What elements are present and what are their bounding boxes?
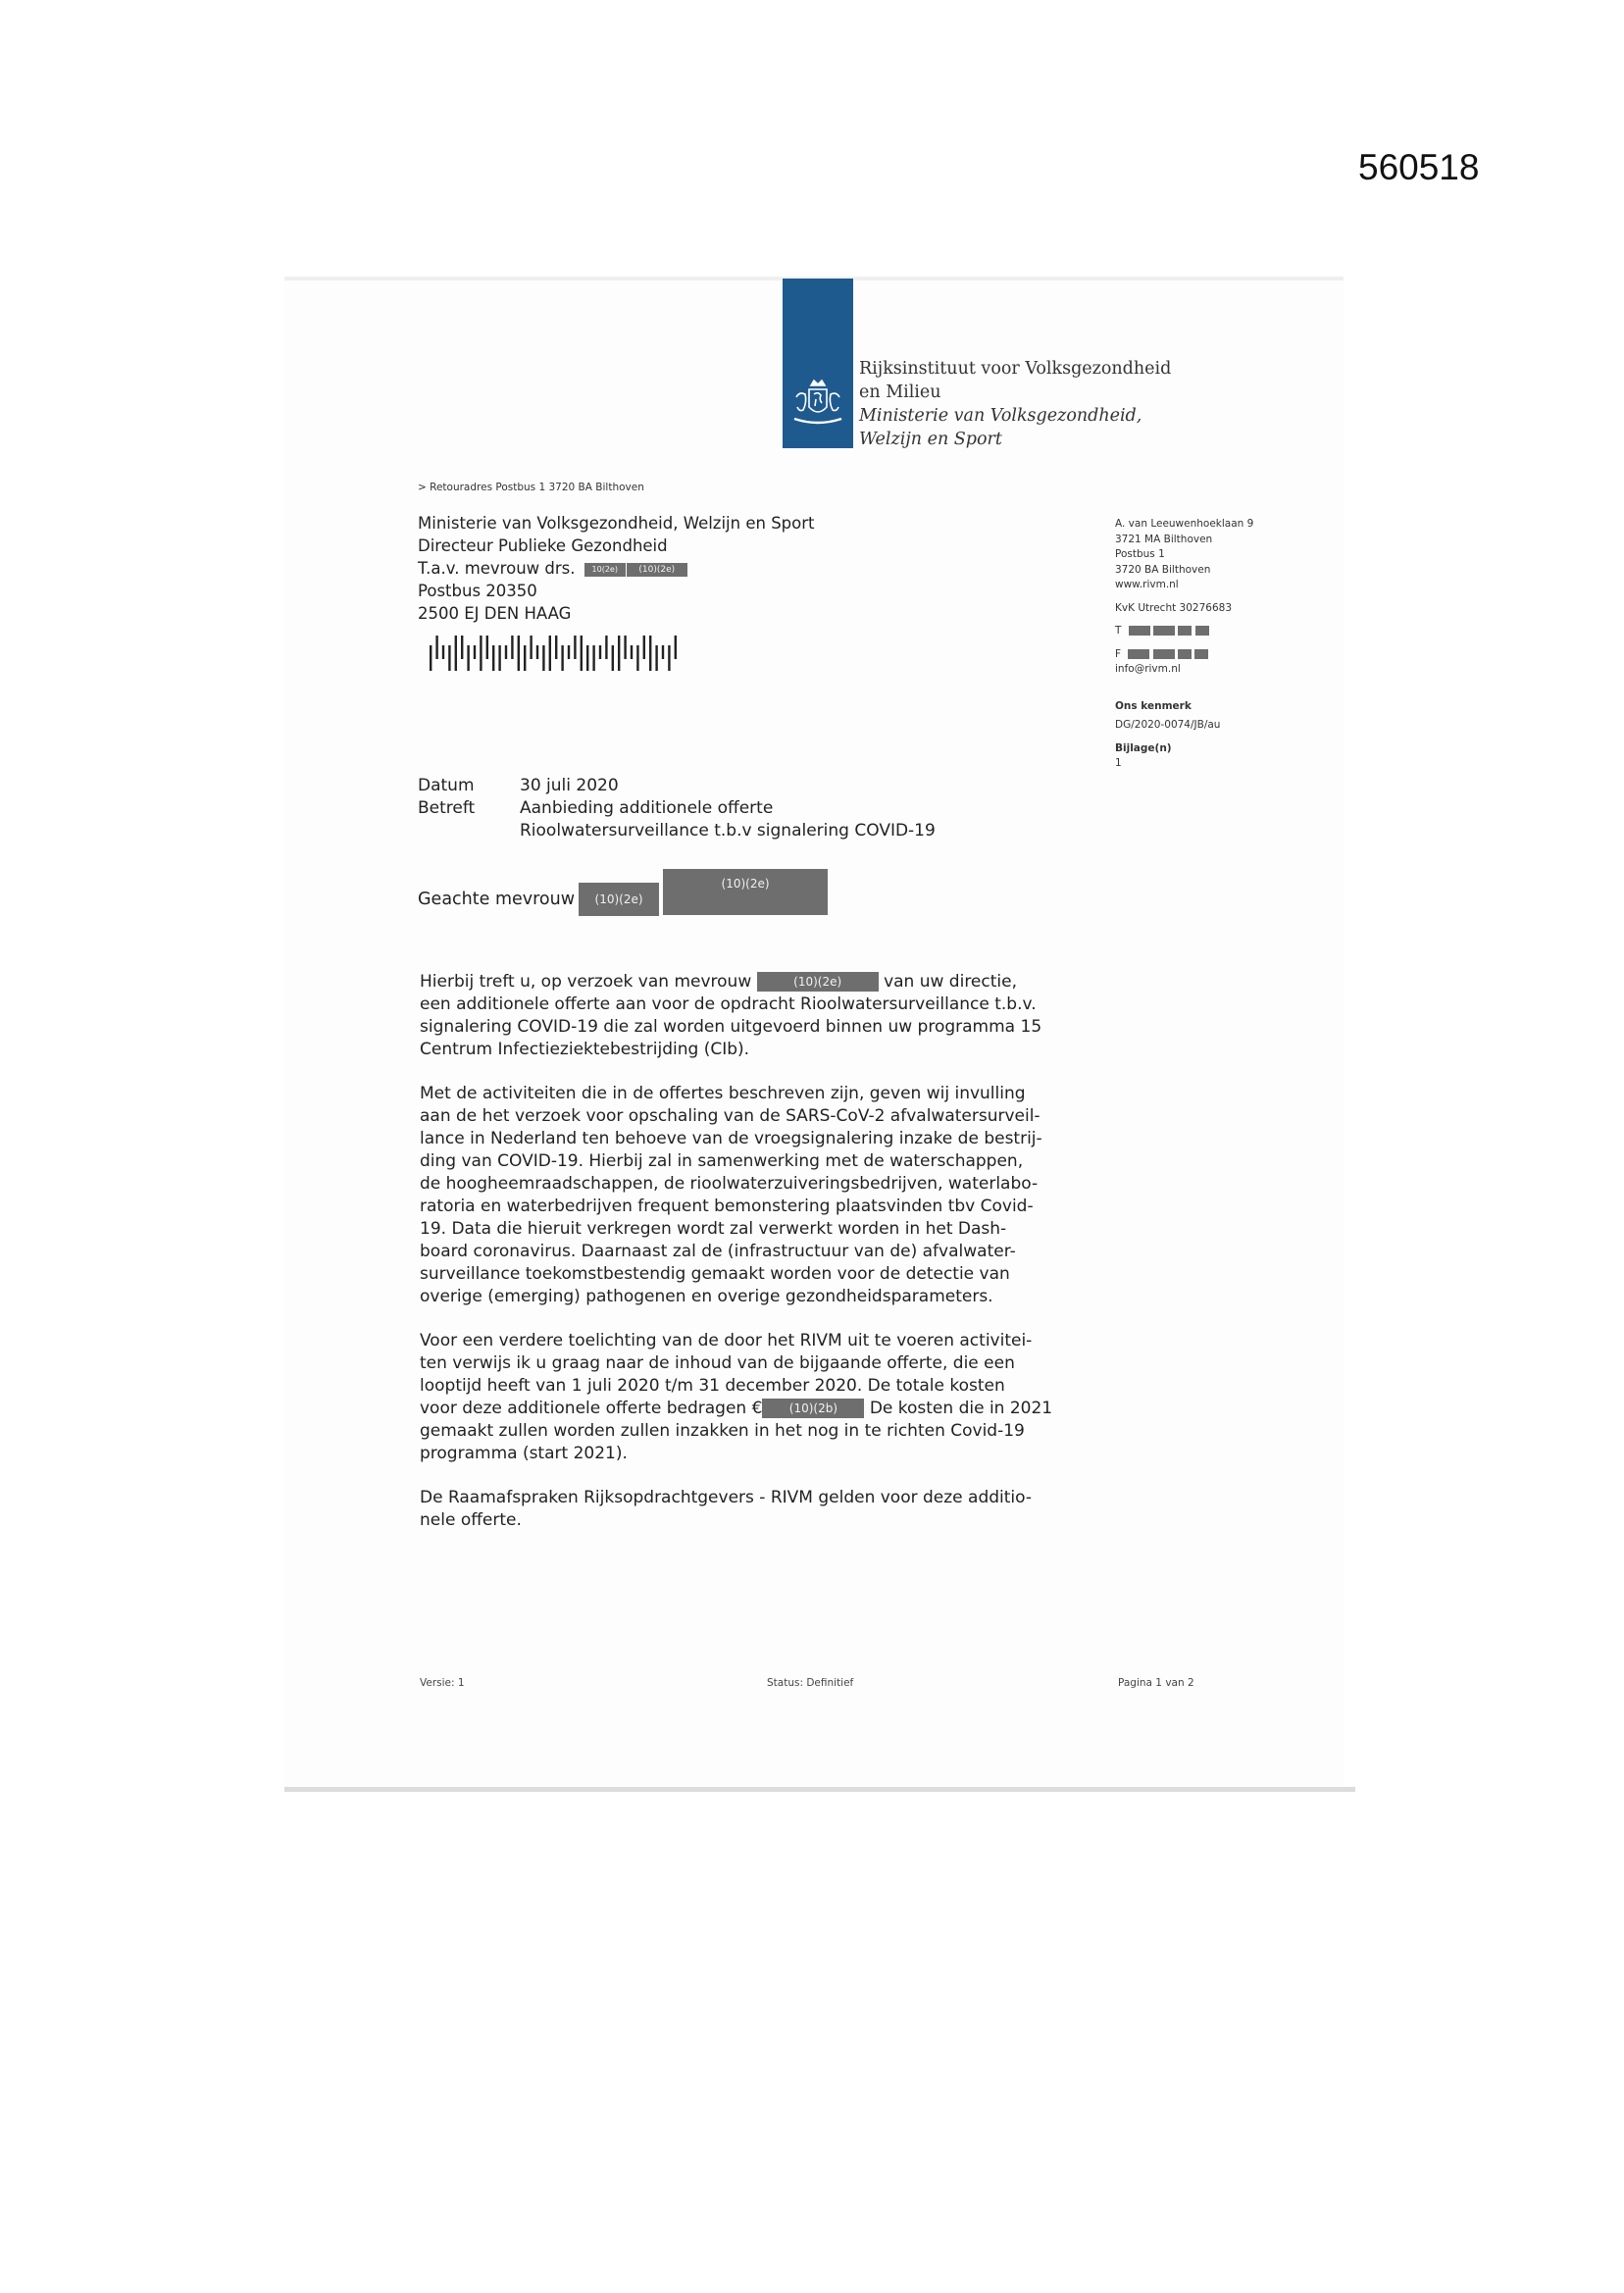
- sender-email: info@rivm.nl: [1115, 663, 1181, 675]
- reference-label: Ons kenmerk: [1115, 699, 1192, 712]
- org-line-1: Rijksinstituut voor Volksgezondheid: [859, 359, 1172, 379]
- redaction-box: (10)(2e): [757, 972, 879, 992]
- org-line-3: Ministerie van Volksgezondheid,: [859, 406, 1142, 426]
- sender-website: www.rivm.nl: [1115, 579, 1179, 590]
- redaction-box: [1195, 626, 1209, 636]
- return-address: > Retouradres Postbus 1 3720 BA Bilthoven: [418, 482, 644, 493]
- sender-details: [1115, 517, 1253, 772]
- redaction-box: [1153, 649, 1175, 659]
- paragraph-3-line: Voor een verdere toelichting van de door het RIVM uit te voeren activitei-: [420, 1331, 1033, 1350]
- paragraph-2-line: ding van COVID-19. Hierbij zal in samenwerking met de waterschappen,: [420, 1151, 1024, 1171]
- paragraph-4-line: nele offerte.: [420, 1510, 522, 1530]
- reference-value: DG/2020-0074/JB/au: [1115, 719, 1221, 731]
- recipient-line-5: 2500 EJ DEN HAAG: [418, 604, 572, 623]
- subject-line-2: Rioolwatersurveillance t.b.v signalering COVID-19: [520, 821, 936, 841]
- redaction-box: (10)(2e): [579, 883, 659, 916]
- paragraph-1: [420, 971, 1106, 1061]
- redaction-box: [1128, 649, 1149, 659]
- document-number: 560518: [1358, 147, 1480, 187]
- redaction-box: [1178, 626, 1192, 636]
- paragraph-1-line: signalering COVID-19 die zal worden uitgevoerd binnen uw programma 15: [420, 1017, 1042, 1037]
- sender-zip-city: 3721 MA Bilthoven: [1115, 533, 1213, 545]
- redaction-box: [1153, 626, 1175, 636]
- paragraph-2-line: ratoria en waterbedrijven frequent bemonstering plaatsvinden tbv Covid-: [420, 1197, 1034, 1216]
- paragraph-3-line-4-end: De kosten die in 2021: [869, 1399, 1053, 1418]
- footer-page: Pagina 1 van 2: [1118, 1677, 1194, 1689]
- redaction-box: [1129, 626, 1150, 636]
- paragraph-2-line: overige (emerging) pathogenen en overige gezondheidsparameters.: [420, 1287, 993, 1306]
- recipient-line-4: Postbus 20350: [418, 582, 537, 600]
- paragraph-1-line: Centrum Infectieziektebestrijding (CIb).: [420, 1040, 750, 1059]
- redaction-box: [1178, 649, 1192, 659]
- organization-name: [859, 357, 1171, 451]
- salutation: [418, 877, 828, 929]
- recipient-line-1: Ministerie van Volksgezondheid, Welzijn en Sport: [418, 514, 815, 533]
- sender-kvk: KvK Utrecht 30276683: [1115, 601, 1232, 614]
- salutation-text: Geachte mevrouw: [418, 890, 576, 909]
- paragraph-1-line-1-end: van uw directie,: [884, 972, 1017, 992]
- paragraph-3-line: ten verwijs ik u graag naar de inhoud van de bijgaande offerte, die een: [420, 1353, 1015, 1373]
- redaction-box: (10)(2e): [626, 563, 687, 577]
- recipient-line-3: [418, 557, 815, 580]
- subject-line-1: Aanbieding additionele offerte: [520, 798, 774, 818]
- letter-body: [420, 971, 1106, 1554]
- date-value: 30 juli 2020: [520, 776, 619, 795]
- date-label: Datum: [418, 776, 475, 795]
- letter-meta: [418, 775, 936, 842]
- sender-street: A. van Leeuwenhoeklaan 9: [1115, 518, 1254, 530]
- phone-label: T: [1115, 625, 1122, 637]
- paragraph-3: [420, 1330, 1106, 1465]
- paragraph-3-line: looptijd heeft van 1 juli 2020 t/m 31 december 2020. De totale kosten: [420, 1376, 1005, 1396]
- recipient-attention: T.a.v. mevrouw drs.: [418, 559, 576, 578]
- org-line-4: Welzijn en Sport: [859, 430, 1002, 449]
- footer-version: Versie: 1: [420, 1677, 465, 1689]
- paragraph-2-line: aan de het verzoek voor opschaling van de SARS-CoV-2 afvalwatersurveil-: [420, 1106, 1040, 1126]
- paragraph-3-line-4-start: voor deze additionele offerte bedragen €: [420, 1399, 763, 1418]
- org-line-2: en Milieu: [859, 382, 941, 402]
- paragraph-4: [420, 1487, 1106, 1532]
- redaction-box: [1194, 649, 1208, 659]
- attachments-label: Bijlage(n): [1115, 741, 1172, 754]
- sender-fax: [1115, 647, 1253, 663]
- scan-edge-bottom: [284, 1787, 1355, 1792]
- postal-barcode: [430, 636, 685, 671]
- redaction-box: (10)(2b): [762, 1399, 864, 1418]
- subject-label: Betreft: [418, 798, 476, 818]
- paragraph-3-line: gemaakt zullen worden zullen inzakken in het nog in te richten Covid-19: [420, 1421, 1025, 1441]
- crowned-lion-coat-of-arms-icon: [790, 378, 845, 429]
- attachments-value: 1: [1115, 757, 1122, 769]
- paragraph-4-line: De Raamafspraken Rijksopdrachtgevers - RIVM gelden voor deze additio-: [420, 1488, 1032, 1507]
- redaction-box: (10)(2e): [663, 869, 828, 915]
- recipient-line-2: Directeur Publieke Gezondheid: [418, 536, 668, 555]
- paragraph-2-line: lance in Nederland ten behoeve van de vroegsignalering inzake de bestrij-: [420, 1129, 1042, 1148]
- paragraph-3-line: programma (start 2021).: [420, 1444, 628, 1463]
- sender-po-box: Postbus 1: [1115, 548, 1165, 560]
- paragraph-1-line: een additionele offerte aan voor de opdracht Rioolwatersurveillance t.b.v.: [420, 994, 1037, 1014]
- paragraph-1-line-1-start: Hierbij treft u, op verzoek van mevrouw: [420, 972, 752, 992]
- sender-po-zip-city: 3720 BA Bilthoven: [1115, 563, 1211, 576]
- fax-label: F: [1115, 647, 1122, 660]
- footer-status: Status: Definitief: [767, 1677, 854, 1689]
- redaction-box: 10(2e): [584, 563, 626, 577]
- recipient-address: [418, 512, 815, 625]
- paragraph-2: [420, 1083, 1106, 1308]
- paragraph-2-line: board coronavirus. Daarnaast zal de (infrastructuur van de) afvalwater-: [420, 1242, 1016, 1261]
- sender-phone: [1115, 624, 1253, 639]
- paragraph-2-line: 19. Data die hieruit verkregen wordt zal verwerkt worden in het Dash-: [420, 1219, 1007, 1239]
- paragraph-2-line: surveillance toekomstbestendig gemaakt worden voor de detectie van: [420, 1264, 1010, 1284]
- paragraph-2-line: de hoogheemraadschappen, de rioolwaterzuiveringsbedrijven, waterlabo-: [420, 1174, 1039, 1194]
- paragraph-2-line: Met de activiteiten die in de offertes beschreven zijn, geven wij invulling: [420, 1084, 1026, 1103]
